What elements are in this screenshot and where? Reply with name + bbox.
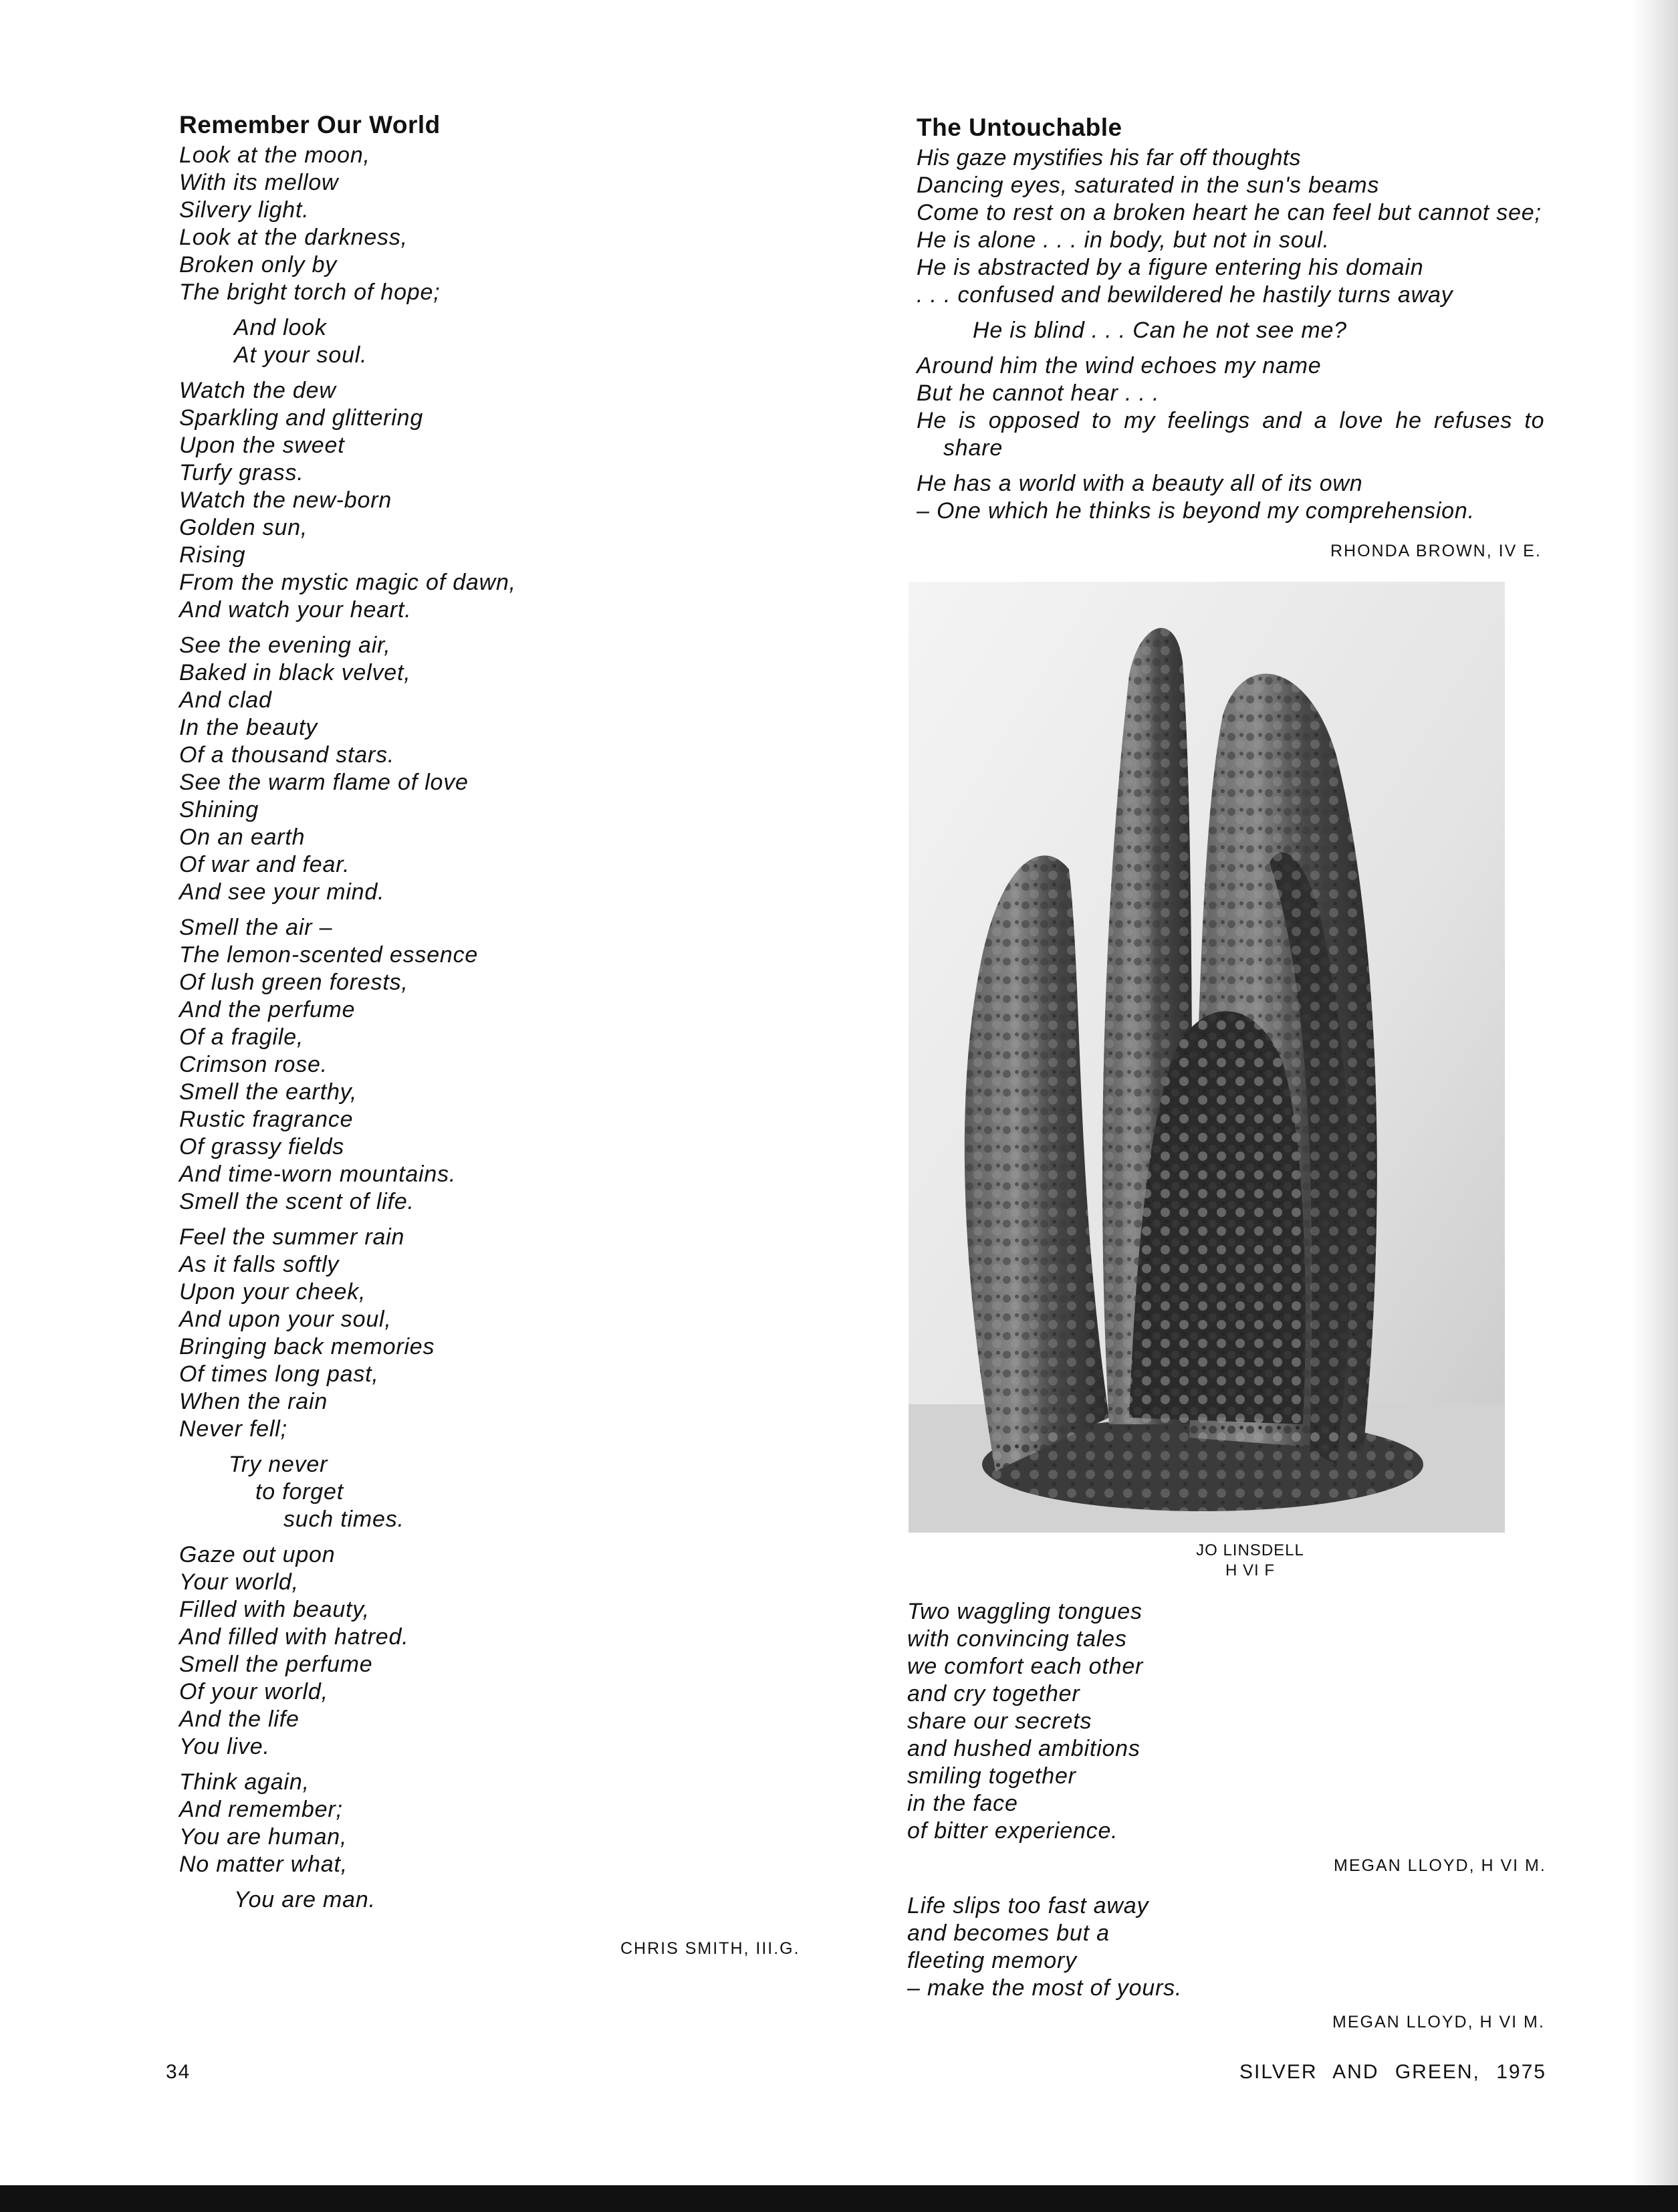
poem-line: No matter what, xyxy=(179,1852,348,1877)
poem-line: Around him the wind echoes my name xyxy=(917,353,1322,378)
poem-line: And remember; xyxy=(179,1797,343,1822)
poem-line: He has a world with a beauty all of its own xyxy=(917,471,1363,496)
poem-line: On an earth xyxy=(179,824,306,850)
stanza xyxy=(179,1451,516,1533)
stanza xyxy=(179,377,516,624)
short-poem-1 xyxy=(907,1598,1143,1845)
poem-line: Two waggling tongues xyxy=(907,1599,1143,1624)
poem-line: Rustic fragrance xyxy=(179,1107,354,1132)
poem-line: And look xyxy=(234,315,327,340)
poem-line: we comfort each other xyxy=(907,1654,1144,1679)
poem-line: Of grassy fields xyxy=(179,1134,345,1159)
publication-footer: SILVER AND GREEN, 1975 xyxy=(1239,2061,1546,2083)
poem-line: Try never xyxy=(229,1452,328,1477)
poem-line: and becomes but a xyxy=(907,1920,1110,1946)
poem-line: His gaze mystifies his far off thoughts xyxy=(917,145,1301,171)
poem-line: . . . confused and bewildered he hastily turns away xyxy=(917,282,1453,308)
poem-line: In the beauty xyxy=(179,715,318,740)
poem-line: And see your mind. xyxy=(179,879,385,905)
poem-line: He is alone . . . in body, but not in soul. xyxy=(917,227,1330,253)
poem-line: Come to rest on a broken heart he can feel but cannot see; xyxy=(917,200,1542,225)
poem-line: Feel the summer rain xyxy=(179,1224,405,1250)
poem-line: As it falls softly xyxy=(179,1252,340,1277)
poem-line: – make the most of yours. xyxy=(907,1975,1183,2001)
stanza xyxy=(179,314,516,369)
poem-line: Of a fragile, xyxy=(179,1024,304,1050)
poem-title: The Untouchable xyxy=(917,114,1122,141)
sculpture-photo xyxy=(909,582,1505,1533)
poem-line: Upon the sweet xyxy=(179,433,345,458)
poem-line: Watch the dew xyxy=(179,378,336,403)
poem-line: Smell the scent of life. xyxy=(179,1189,414,1214)
poem-title: Remember Our World xyxy=(179,111,441,138)
poem-line: such times. xyxy=(283,1507,404,1532)
poem-line: – One which he thinks is beyond my comprehension. xyxy=(917,498,1475,524)
poem-line: smiling together xyxy=(907,1763,1076,1789)
poem-line: Broken only by xyxy=(179,252,338,278)
poem-line: Of times long past, xyxy=(179,1361,379,1387)
poem-line: Think again, xyxy=(179,1769,310,1795)
poem-line: You live. xyxy=(179,1734,270,1759)
poem-line: Crimson rose. xyxy=(179,1052,328,1077)
poem-line: And clad xyxy=(179,687,272,713)
poem-line: Smell the perfume xyxy=(179,1652,373,1677)
author-credit: MEGAN LLOYD, H VI M. xyxy=(1334,1856,1546,1875)
poem-line: of bitter experience. xyxy=(907,1818,1118,1844)
poem-line: in the face xyxy=(907,1791,1018,1816)
poem-line: Never fell; xyxy=(179,1416,287,1442)
poem-line: At your soul. xyxy=(234,342,368,368)
poem-line: You are man. xyxy=(234,1887,376,1912)
left-poem xyxy=(179,111,516,1922)
poem-line: When the rain xyxy=(179,1389,328,1414)
stanza xyxy=(917,317,1544,344)
poem-line: See the warm flame of love xyxy=(179,770,469,795)
poem-line: Turfy grass. xyxy=(179,460,304,485)
poem-line: Of your world, xyxy=(179,1679,328,1704)
poem-line: Look at the moon, xyxy=(179,142,370,168)
poem-line: But he cannot hear . . . xyxy=(917,380,1160,406)
photo-caption xyxy=(1170,1541,1330,1581)
page-edge-shadow xyxy=(1631,0,1678,2212)
poem-line: Baked in black velvet, xyxy=(179,660,411,685)
poem-line: share our secrets xyxy=(907,1708,1092,1734)
poem-line: He is abstracted by a figure entering his domain xyxy=(917,255,1424,280)
stanza xyxy=(179,1224,516,1443)
stanza xyxy=(917,144,1544,309)
stanza xyxy=(179,1541,516,1761)
stanza xyxy=(179,1769,516,1878)
poem-line: Shining xyxy=(179,797,259,822)
poem-line: Watch the new-born xyxy=(179,487,392,513)
poem-line: Of a thousand stars. xyxy=(179,742,395,768)
author-credit: RHONDA BROWN, IV E. xyxy=(1330,542,1542,560)
right-poem xyxy=(917,114,1544,533)
author-credit: MEGAN LLOYD, H VI M. xyxy=(1332,2013,1545,2031)
poem-line: Dancing eyes, saturated in the sun's beams xyxy=(917,173,1380,198)
poem-line: with convincing tales xyxy=(907,1626,1127,1652)
poem-line: And time-worn mountains. xyxy=(179,1162,457,1187)
stanza xyxy=(179,142,516,306)
poem-line: The bright torch of hope; xyxy=(179,280,441,305)
poem-line: Silvery light. xyxy=(179,197,310,223)
poem-line: And upon your soul, xyxy=(179,1307,392,1332)
poem-line: Sparkling and glittering xyxy=(179,405,424,431)
poem-line: See the evening air, xyxy=(179,633,391,658)
poem-line: share xyxy=(943,435,1003,461)
poem-line: And the perfume xyxy=(179,997,356,1022)
stanza xyxy=(179,914,516,1216)
poem-line: He is blind . . . Can he not see me? xyxy=(973,318,1347,343)
page-number: 34 xyxy=(166,2061,191,2083)
poem-line: Of lush green forests, xyxy=(179,970,408,995)
stanza xyxy=(917,470,1544,525)
poem-line: And the life xyxy=(179,1706,299,1732)
poem-line: to forget xyxy=(255,1479,344,1505)
poem-line: Look at the darkness, xyxy=(179,225,408,250)
poem-line: And filled with hatred. xyxy=(179,1624,409,1650)
caption-class: H VI F xyxy=(1225,1561,1275,1579)
caption-name: JO LINSDELL xyxy=(1196,1541,1304,1559)
stanza xyxy=(179,632,516,906)
poem-line: Filled with beauty, xyxy=(179,1597,370,1622)
poem-line: and hushed ambitions xyxy=(907,1736,1141,1761)
poem-line: Bringing back memories xyxy=(179,1334,435,1359)
poem-line: Smell the earthy, xyxy=(179,1079,358,1105)
poem-line: Smell the air – xyxy=(179,915,333,940)
poem-line: Gaze out upon xyxy=(179,1542,336,1567)
author-credit: CHRIS SMITH, III.G. xyxy=(620,1939,800,1958)
stanza xyxy=(917,352,1544,462)
poem-line: With its mellow xyxy=(179,170,339,195)
stanza xyxy=(179,1886,516,1914)
poem-line: He is opposed to my feelings and a love he refuses to xyxy=(917,408,1545,433)
poem-line: fleeting memory xyxy=(907,1948,1077,1973)
poem-line: You are human, xyxy=(179,1824,348,1850)
poem-line: Your world, xyxy=(179,1569,299,1595)
poem-line: The lemon-scented essence xyxy=(179,942,479,968)
poem-line: Life slips too fast away xyxy=(907,1893,1149,1918)
poem-line: Golden sun, xyxy=(179,515,308,540)
poem-line: Upon your cheek, xyxy=(179,1279,366,1305)
poem-line: And watch your heart. xyxy=(179,597,412,623)
poem-line: Rising xyxy=(179,542,246,568)
poem-line: From the mystic magic of dawn, xyxy=(179,570,516,595)
scan-border xyxy=(0,2185,1678,2212)
poem-line: Of war and fear. xyxy=(179,852,350,877)
short-poem-2 xyxy=(907,1892,1182,2002)
poem-line: and cry together xyxy=(907,1681,1080,1706)
